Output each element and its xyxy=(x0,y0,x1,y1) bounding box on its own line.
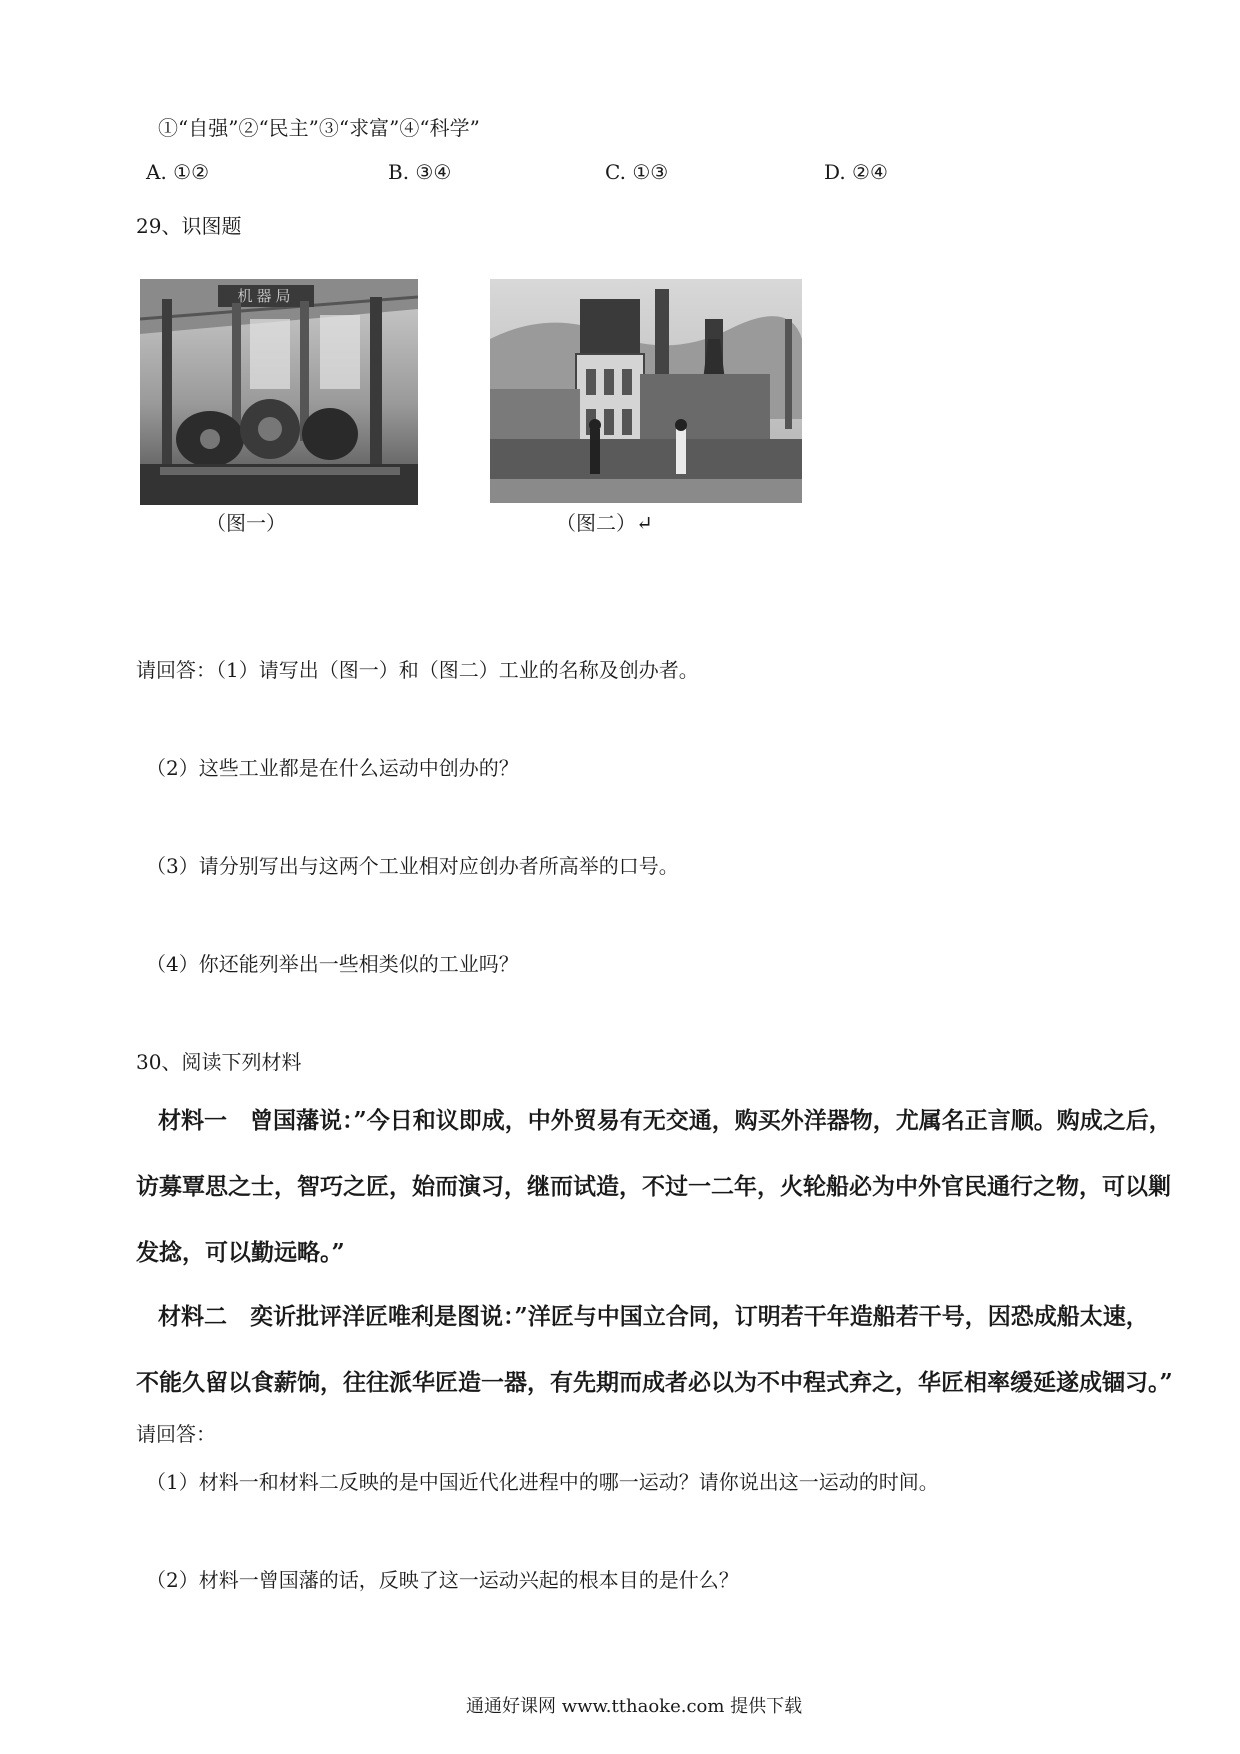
q29-heading: 29、识图题 xyxy=(136,214,242,238)
option-text: ②④ xyxy=(852,160,888,184)
q30-question-1: （1）材料一和材料二反映的是中国近代化进程中的哪一运动？请你说出这一运动的时间。 xyxy=(146,1470,939,1494)
figure2-caption: （图二）↵ xyxy=(556,511,653,535)
option-letter: A. xyxy=(146,160,167,184)
q30-material1-line1: 材料一 曾国藩说：”今日和议即成，中外贸易有无交通，购买外洋器物，尤属名正言顺。购成之后， xyxy=(158,1107,1172,1134)
figure1-sign: 机器局 xyxy=(237,287,295,305)
option-letter: D. xyxy=(824,160,846,184)
q29-question-2: （2）这些工业都是在什么运动中创办的？ xyxy=(146,756,519,780)
q28-statements: ①“自强”②“民主”③“求富”④“科学” xyxy=(158,116,480,140)
figure1-caption: （图一） xyxy=(206,511,286,535)
q30-question-2: （2）材料一曾国藩的话，反映了这一运动兴起的根本目的是什么？ xyxy=(146,1568,739,1592)
q30-material1-line2: 访募覃思之士，智巧之匠，始而演习，继而试造，不过一二年，火轮船必为中外官民通行之物，可以剿 xyxy=(136,1173,1171,1200)
option-text: ③④ xyxy=(415,160,452,184)
q30-material1-line3: 发捻，可以勤远略。” xyxy=(136,1239,345,1266)
q29-question-4: （4）你还能列举出一些相类似的工业吗？ xyxy=(146,952,519,976)
option-letter: B. xyxy=(388,160,410,184)
q30-heading: 30、阅读下列材料 xyxy=(136,1050,302,1074)
q30-material2-line2: 不能久留以食薪饷，往往派华匠造一器，有先期而成者必以为不中程式弃之，华匠相率缓延遂成锢习。” xyxy=(136,1369,1173,1396)
q28-option-c xyxy=(605,160,668,184)
figure1-photo xyxy=(140,279,418,505)
q28-option-a xyxy=(146,160,209,184)
q30-prompt: 请回答： xyxy=(136,1422,216,1446)
q28-option-b xyxy=(388,160,451,184)
option-text: ①② xyxy=(173,160,210,184)
q29-question-1: 请回答：（1）请写出（图一）和（图二）工业的名称及创办者。 xyxy=(136,658,699,682)
q28-option-d xyxy=(824,160,888,184)
q29-figure-panel xyxy=(136,275,802,535)
q29-question-3: （3）请分别写出与这两个工业相对应创办者所高举的口号。 xyxy=(146,854,679,878)
q30-material2-line1: 材料二 奕䜣批评洋匠唯利是图说：”洋匠与中国立合同，订明若干年造船若干号，因恐成船太速， xyxy=(158,1303,1149,1330)
figure2-photo xyxy=(490,279,802,503)
page-footer: 通通好课网 www.tthaoke.com 提供下载 xyxy=(466,1696,803,1717)
option-text: ①③ xyxy=(632,160,669,184)
option-letter: C. xyxy=(605,160,626,184)
